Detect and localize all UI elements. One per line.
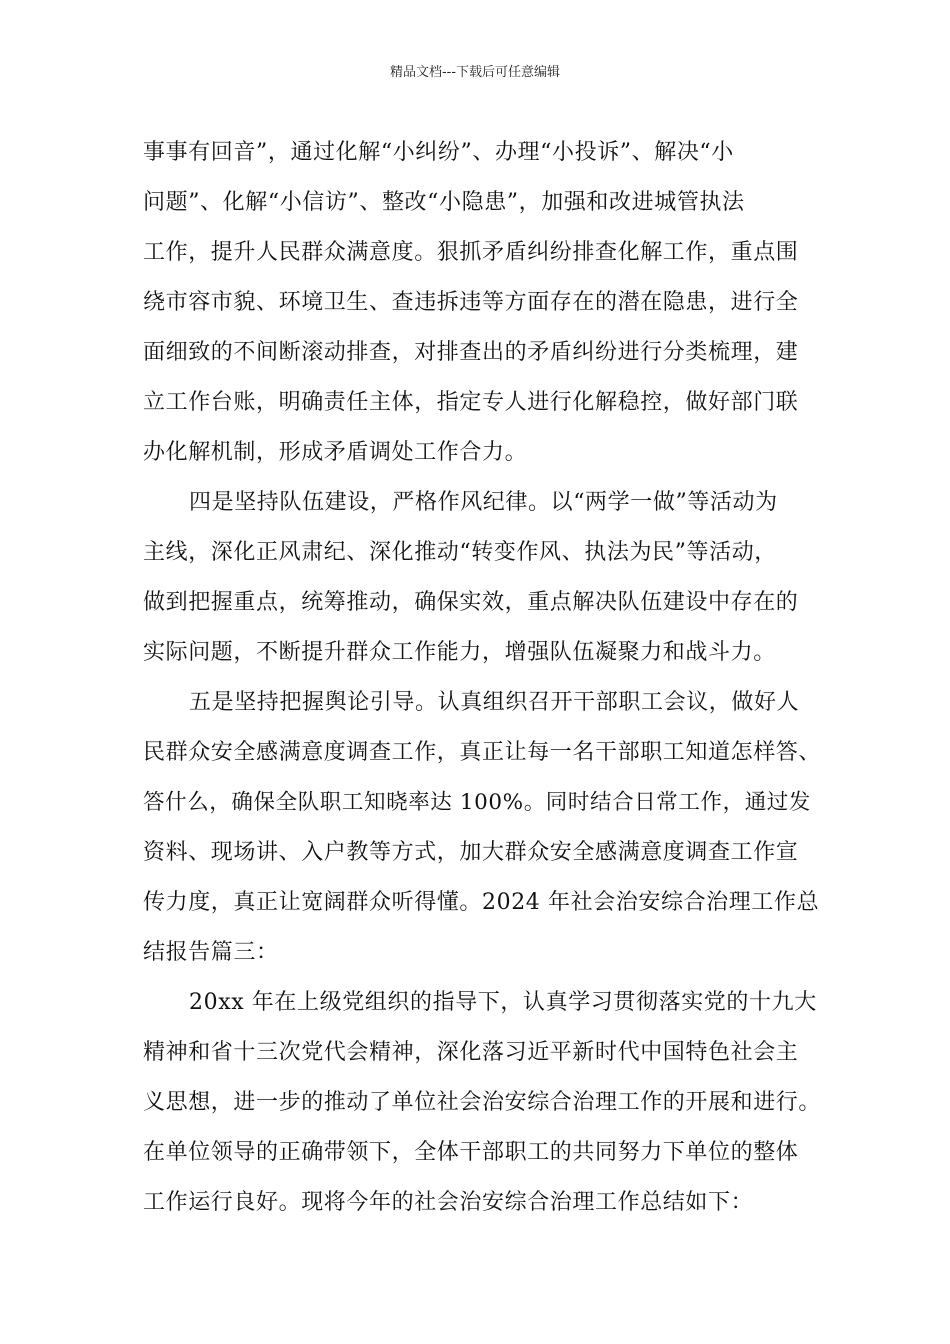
text-line: 绕市容市貌、环境卫生、查违拆违等方面存在的潜在隐患，进行全 bbox=[143, 290, 799, 315]
text-line: 工作运行良好。现将今年的社会治安综合治理工作总结如下： bbox=[143, 1190, 754, 1215]
text-line: 义思想，进一步的推动了单位社会治安综合治理工作的开展和进行。 bbox=[143, 1090, 822, 1115]
paragraph-start-line: 四是坚持队伍建设，严格作风纪律。以“两学一做”等活动为 bbox=[189, 490, 778, 515]
text-line: 问题”、化解“小信访”、整改“小隐患”，加强和改进城管执法 bbox=[143, 190, 745, 215]
text-line: 办化解机制，形成矛盾调处工作合力。 bbox=[143, 440, 528, 465]
text-line: 结报告篇三： bbox=[143, 940, 279, 965]
text-line: 立工作台账，明确责任主体，指定专人进行化解稳控，做好部门联 bbox=[143, 390, 799, 415]
page-header: 精品文档---下载后可任意编辑 bbox=[389, 65, 561, 80]
text-line: 在单位领导的正确带领下，全体干部职工的共同努力下单位的整体 bbox=[143, 1140, 799, 1165]
text-line: 工作，提升人民群众满意度。狠抓矛盾纠纷排查化解工作，重点围 bbox=[143, 240, 799, 265]
text-line: 传力度，真正让宽阔群众听得懂。2024 年社会治安综合治理工作总 bbox=[143, 890, 820, 915]
text-line: 资料、现场讲、入户教等方式，加大群众安全感满意度调查工作宣 bbox=[143, 840, 799, 865]
document-body bbox=[143, 128, 825, 1228]
text-line: 实际问题，不断提升群众工作能力，增强队伍凝聚力和战斗力。 bbox=[143, 640, 776, 665]
text-line: 主线，深化正风肃纪、深化推动“转变作风、执法为民”等活动， bbox=[143, 540, 777, 565]
text-line: 做到把握重点，统筹推动，确保实效，重点解决队伍建设中存在的 bbox=[143, 590, 799, 615]
paragraph-start-line: 五是坚持把握舆论引导。认真组织召开干部职工会议，做好人 bbox=[189, 690, 800, 715]
text-line: 精神和省十三次党代会精神，深化落习近平新时代中国特色社会主 bbox=[143, 1040, 799, 1065]
text-line: 民群众安全感满意度调查工作，真正让每一名干部职工知道怎样答、 bbox=[143, 740, 822, 765]
text-line: 事事有回音”，通过化解“小纠纷”、办理“小投诉”、解决“小 bbox=[143, 140, 734, 165]
text-line: 答什么，确保全队职工知晓率达 100%。同时结合日常工作，通过发 bbox=[143, 790, 812, 815]
text-line: 面细致的不间断滚动排查，对排查出的矛盾纠纷进行分类梳理，建 bbox=[143, 340, 799, 365]
paragraph-start-line: 20xx 年在上级党组织的指导下，认真学习贯彻落实党的十九大 bbox=[189, 990, 817, 1015]
